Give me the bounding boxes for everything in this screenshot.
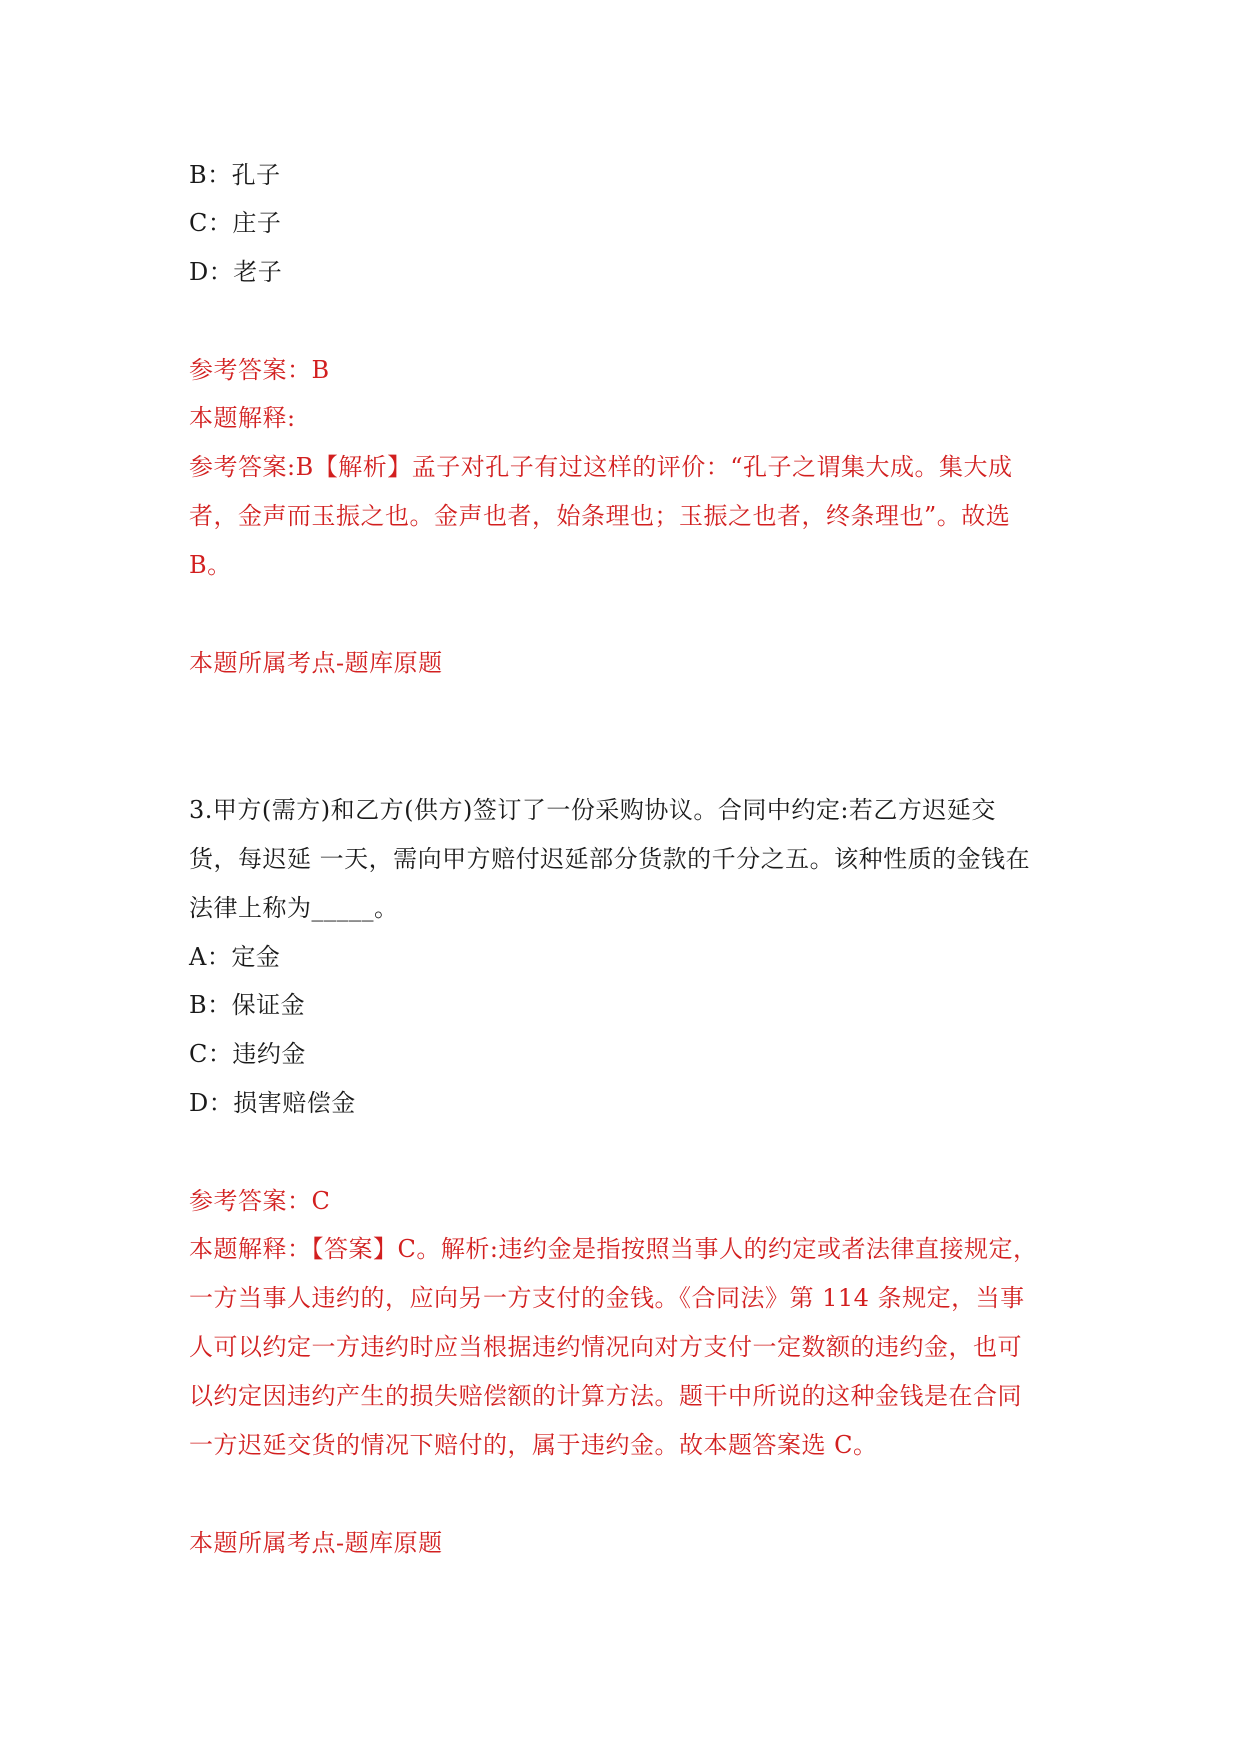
q3-question-line-2: 货，每迟延 一天，需向甲方赔付迟延部分货款的千分之五。该种性质的金钱在 [189,845,1031,873]
q2-option-b: B：孔子 [189,161,281,189]
q3-explanation-line-5: 一方迟延交货的情况下赔付的，属于违约金。故本题答案选 C。 [189,1431,878,1459]
q2-explanation-label: 本题解释: [189,404,296,432]
q3-question-line-1: 3.甲方(需方)和乙方(供方)签订了一份采购协议。合同中约定:若乙方迟延交 [189,796,996,824]
q3-option-b: B：保证金 [189,991,306,1019]
q3-explanation-line-2: 一方当事人违约的，应向另一方支付的金钱。《合同法》第 114 条规定，当事 [189,1284,1025,1312]
q2-explanation-line-1: 参考答案:B【解析】孟子对孔子有过这样的评价：“孔子之谓集大成。集大成 [189,453,1013,481]
q2-option-c: C：庄子 [189,209,282,237]
q2-answer: 参考答案：B [189,356,330,384]
q3-option-a: A：定金 [189,943,281,971]
q2-source: 本题所属考点-题库原题 [189,649,443,677]
q3-explanation-line-4: 以约定因违约产生的损失赔偿额的计算方法。题干中所说的这种金钱是在合同 [189,1382,1022,1410]
q3-question-line-3: 法律上称为_____。 [189,894,399,922]
q2-explanation-line-3: B。 [189,551,232,579]
q3-option-c: C：违约金 [189,1040,306,1068]
q3-explanation-line-1: 本题解释：【答案】C。解析:违约金是指按照当事人的约定或者法律直接规定， [189,1235,1038,1263]
q3-explanation-line-3: 人可以约定一方违约时应当根据违约情况向对方支付一定数额的违约金，也可 [189,1333,1022,1361]
q2-option-d: D：老子 [189,258,283,286]
q2-explanation-line-2: 者，金声而玉振之也。金声也者，始条理也；玉振之也者，终条理也”。故选 [189,502,1011,530]
q3-answer: 参考答案：C [189,1187,331,1215]
q3-source: 本题所属考点-题库原题 [189,1529,443,1557]
q3-option-d: D：损害赔偿金 [189,1089,356,1117]
